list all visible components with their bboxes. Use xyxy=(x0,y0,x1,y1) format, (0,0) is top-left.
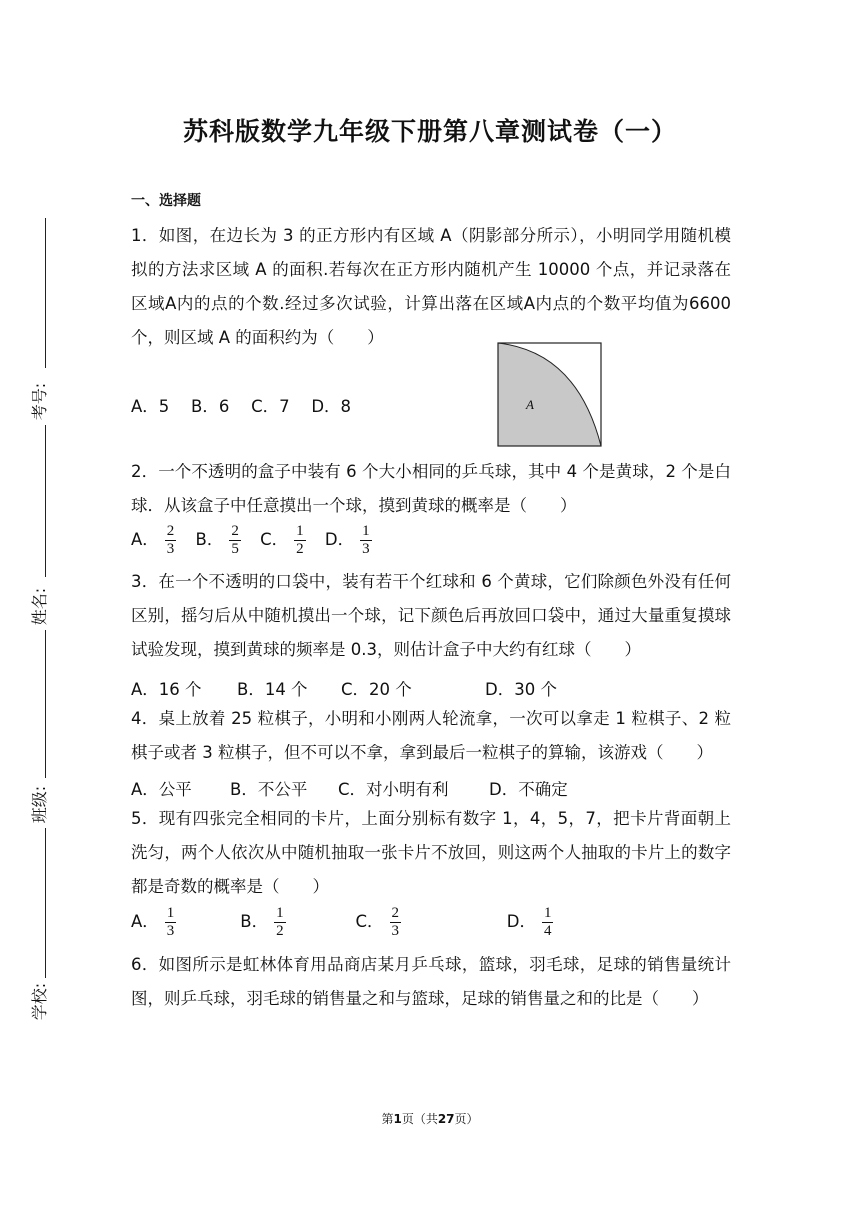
option-a: A．16 个 xyxy=(131,680,202,699)
question-1-options: A．5 B．6 C．7 D．8 xyxy=(131,397,352,416)
question-4-text: 4．桌上放着 25 粒棋子，小明和小刚两人轮流拿，一次可以拿走 1 粒棋子、2 粒棋子或者 3 粒棋子，但不可以不拿，拿到最后一粒棋子的算输，该游戏（ ） xyxy=(131,709,731,762)
option-d: D．不确定 xyxy=(489,780,568,799)
question-1-figure xyxy=(497,342,603,452)
question-3-text: 3．在一个不透明的口袋中，装有若干个红球和 6 个黄球，它们除颜色外没有任何区别，摇匀后从中随机摸出一个球，记下颜色后再放回口袋中，通过大量重复摸球试验发现，摸到黄球的频率是 0.3，则估计盒子中大约有红球（ ） xyxy=(131,572,731,659)
option-a: A． $\frac{1}{3}$ xyxy=(131,905,175,939)
page-title: 苏科版数学九年级下册第八章测试卷（一） xyxy=(182,117,677,146)
question-6-text: 6．如图所示是虹林体育用品商店某月乒乓球，篮球，羽毛球，足球的销售量统计图，则乒乓球，羽毛球的销售量之和与篮球，足球的销售量之和的比是（ ） xyxy=(131,955,731,1008)
option-c: C． $\frac{2}{3}$ xyxy=(355,905,400,939)
fraction: $\frac{1}{3}$ xyxy=(362,523,370,557)
total-pages: 27 xyxy=(437,1112,455,1126)
option-b: B． $\frac{1}{2}$ xyxy=(240,905,284,939)
option-b: B．不公平 xyxy=(230,780,308,799)
current-page: 1 xyxy=(393,1112,402,1126)
option-c: C．对小明有利 xyxy=(338,780,449,799)
fraction: $\frac{2}{3}$ xyxy=(391,905,400,939)
fraction: $\frac{2}{3}$ xyxy=(166,523,175,557)
margin-line xyxy=(45,425,46,577)
side-label-school: 学校: xyxy=(30,982,50,1021)
fraction: $\frac{1}{4}$ xyxy=(543,905,552,939)
question-5-text: 5．现有四张完全相同的卡片，上面分别标有数字 1，4，5，7，把卡片背面朝上洗匀，两个人依次从中随机抽取一张卡片不放回，则这两个人抽取的卡片上的数字都是奇数的概率是（ ） xyxy=(131,809,731,896)
question-3-options xyxy=(131,676,557,700)
option-a: A． $\frac{2}{3}$ xyxy=(131,523,175,557)
margin-line xyxy=(45,218,46,368)
side-label-class: 班级: xyxy=(30,785,50,824)
section-heading: 一、选择题 xyxy=(131,193,201,209)
question-2-text: 2．一个不透明的盒子中装有 6 个大小相同的乒乓球，其中 4 个是黄球，2 个是白球．从该盒子中任意摸出一个球，摸到黄球的概率是（ ） xyxy=(131,462,731,515)
quarter-circle-diagram xyxy=(497,342,603,448)
question-5-options xyxy=(131,906,567,939)
question-1-text: 1．如图，在边长为 3 的正方形内有区域 A（阴影部分所示），小明同学用随机模拟的方法求区域 A 的面积.若每次在正方形内随机产生 10000 个点，并记录落在区域A内的点的个数.经过多次试验，计算出落在区域A内点的个数平均值为6600个，则区域 A 的面积约为（ ） xyxy=(131,226,731,347)
option-b: B． $\frac{2}{5}$ xyxy=(195,523,239,557)
option-a: A．公平 xyxy=(131,780,192,799)
side-label-name: 姓名: xyxy=(30,587,50,626)
shaded-region-a xyxy=(498,343,601,446)
fraction: $\frac{2}{5}$ xyxy=(231,523,239,557)
page-footer: 第1页（共27页） xyxy=(381,1112,479,1126)
option-d: D． $\frac{1}{4}$ xyxy=(506,905,552,939)
option-c: C．20 个 xyxy=(341,680,412,699)
question-4-options xyxy=(131,776,568,800)
fraction: $\frac{1}{2}$ xyxy=(296,523,304,557)
option-d: D．30 个 xyxy=(485,680,557,699)
option-b: B．14 个 xyxy=(237,680,308,699)
option-d: D． $\frac{1}{3}$ xyxy=(324,523,370,557)
region-label: A xyxy=(526,397,534,412)
margin-line xyxy=(45,630,46,778)
margin-line xyxy=(45,828,46,978)
fraction: $\frac{1}{3}$ xyxy=(166,905,175,939)
option-c: C． $\frac{1}{2}$ xyxy=(260,523,304,557)
question-2-options xyxy=(131,524,386,557)
side-label-exam-number: 考号: xyxy=(30,382,50,421)
fraction: $\frac{1}{2}$ xyxy=(276,905,284,939)
